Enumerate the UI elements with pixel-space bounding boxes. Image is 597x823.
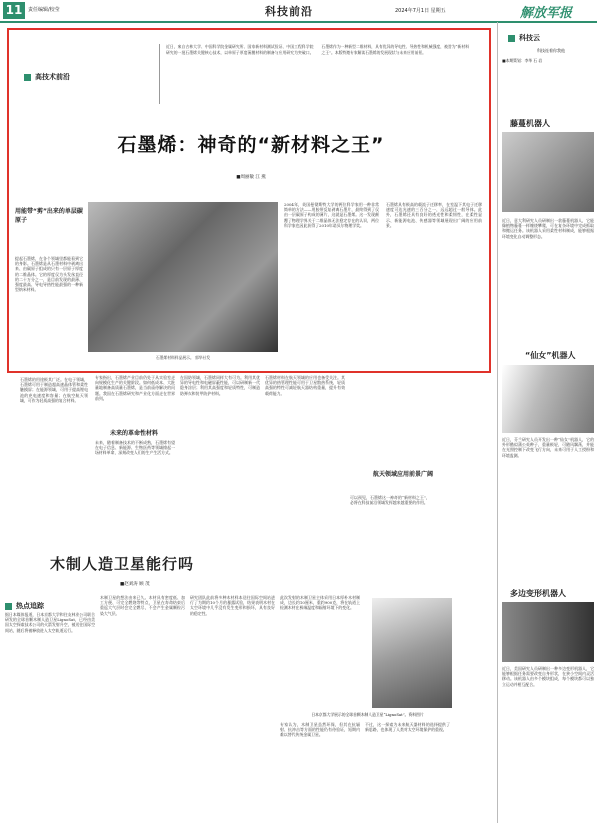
lower-column-4: 石墨烯材料在航天领域的应用也备受关注。其优异的热管理性能可用于卫星散热系统，轻质高强的特性可减轻航天器结构重量，提升有效载荷能力。 [265,375,345,396]
sidebar-heading-fairy-robot: “仙女”机器人 [525,351,576,360]
article-byline: ■周丽敏 江 燕 [236,175,266,180]
bottom-article-title: 木制人造卫星能行吗 [50,555,195,573]
bottom-column-3: 研究团队此前将多种木材样本送往国际空间站进行了为期约10个月的暴露试验，结果表明木材在太空环境中几乎没有发生变形和损坏，具有良好的稳定性。 [190,595,275,616]
bottom-column-2: 木制卫星的想法由来已久。木材具有密度低、加工方便、可完全燃烧等特点，卫星在寿命结束后重返大气层时会完全燃尽，不会产生金属颗粒污染大气层。 [100,595,185,616]
lower-column-2b: 未来，随着制备技术的不断成熟，石墨烯有望在电子信息、新能源、生物医药等领域掀起一场材料革命，深刻改变人们的生产生活方式。 [95,440,175,456]
newspaper-logo: 解放军报 [520,6,573,21]
bottom-article-byline: ■赵刘涛 顾 茂 [120,582,150,587]
editor-note: 近日，來自吉林大学、中国科学院金属研究所、国家新材料测试验证、中国工程科学院研究的一批石墨烯关键核心技术，以单原子厚度薄膜材料的制备与应用研究为突破口。石墨烯作为一种新型二维材料，具有优异的导电性、导热性和机械强度，被誉为“新材料之王”。本版特邀专家解读石墨烯的发展现状与未来应用前景。 [159,44,469,104]
graphene-photo [88,202,278,352]
article-subheading: 用能带“剪”出来的单层碳原子 [15,208,83,224]
sidebar-heading-vine-robot: 藤蔓机器人 [510,119,550,128]
article-title: 石墨烯：神奇的“新材料之王” [117,134,385,156]
sidebar-text-1: 近日，意大利研究人员研制出一款藤蔓机器人，它能像植物藤蔓一样缠绕攀爬，可在复杂环境中完成抓取和搬运任务。该机器人采用柔性材料制成，能够根据环境变化自动调整形态。 [502,218,594,239]
satellite-caption: 日本京都大学展示的全球首颗木制人造卫星“LignoSat”。资料图片 [311,712,424,717]
shape-robot-photo [502,602,594,662]
article-column-2: 2004年，英国曼彻斯特大学的两位科学家用一种非常简单的方法——用胶带反复剥离石墨片，最终得到了仅由一层碳原子构成的薄片，这就是石墨烯。这一发现颠覆了物理学界关于二维晶体无法稳定存在的认识，两位科学家也因此获得了2010年诺贝尔物理学奖。 [284,202,379,228]
section-title: 科技前沿 [265,5,313,18]
page-number: 11 [3,2,25,19]
tag-square-icon [5,603,12,610]
article-column-1: 提起石墨烯，在各个领域里都能看到它的身影。石墨烯是从石墨材料中剥离出来、由碳原子组成的只有一层原子厚度的二维晶体。它的厚度仅为头发丝直径的二十万分之一，是目前发现的最薄、强度最高、导电导热性能最强的一种新型纳米材料。 [15,256,83,293]
lower-column-2a: 专家指出，石墨烯产业目前仍处于从实验室走向规模化生产的关键阶段。如何低成本、大批量地制备高质量石墨烯，是当前亟待解决的问题。我国在石墨烯研究和产业化方面走在世界前列。 [95,375,175,401]
lower-column-3: 在国防领域，石墨烯同样大有可为。利用其优异的导电性和电磁屏蔽性能，可以研制新一代隐身涂层；利用其高强度和轻质特性，可制造防弹衣和装甲防护材料。 [180,375,260,396]
sidebar-note: 科技连着你我他 [537,48,565,53]
hot-topic-tag: 热点追踪 [5,601,44,611]
vine-robot-photo [502,132,594,212]
sidebar-editor: ■本期策划：李华 石 岩 [502,58,543,63]
bottom-column-1: 据日本媒体报道，日本京都大学和住友林业公司联合研发的全球首颗木制人造卫星LignoSat，已经由美国太空探索技术公司的火箭发射升空，被送往国际空间站，随后将被释放进入太空轨道运行。 [5,612,95,633]
tag-square-icon [24,74,31,81]
bottom-column-5: 专家认为，木制卫星虽然环保，但其在抗辐射、抗冲击等方面的性能仍有待验证，短期内难以替代传统金属卫星。 [280,722,360,738]
issue-date: 2024年7月1日 星期五 [395,8,446,14]
sidebar-text-2: 近日，芬兰研究人员开发出一种“仙女”机器人，它的外形酷似蒲公英种子，重量极轻，可随风飘荡，并能在光照控制下改变飞行方向，未来可用于人工授粉和环境监测。 [502,437,594,458]
tag-square-icon [508,35,515,42]
lower-column-5: 可以预见，石墨烯这一神奇的“新材料之王”，必将在科技前沿领域发挥越来越重要的作用。 [350,495,430,506]
bottom-column-6: 不过，这一探索为未来航天器材料的选择提供了新思路，也体现了人类对太空环境保护的重视。 [365,722,450,733]
section-editor: 责任编辑/校莹 [28,7,60,13]
sidebar-heading-shape-robot: 多边变形机器人 [510,589,566,598]
feature-tag: 高技术前沿 [24,72,70,82]
bottom-column-4: 此次发射的木制卫星主体采用日本厚朴木材制成，边长约10厘米，重约900克，将在轨道上检测木材在极端温度和辐射环境下的变化。 [280,595,360,611]
sidebar-text-3: 近日，美国研究人员研制出一种多边变形机器人，它能够根据任务需要改变自身形状，在狭小空间内灵活移动。该机器人由多个模块组成，每个模块都可以独立运动并相互配合。 [502,666,594,687]
subheading-revolution: 未来的革命性材料 [110,430,159,437]
page-header [0,0,597,22]
feature-article-highlight[interactable] [7,28,491,373]
satellite-photo [372,598,452,708]
subheading-aerospace: 航天领域应用前景广阔 [373,471,434,478]
fairy-robot-photo [502,365,594,433]
lower-column-1: 石墨烯的用途极其广泛。在电子领域，石墨烯可用于制造超高速晶体管和柔性触摸屏；在能源领域，可用于提高锂电池的充电速度和容量；在航空航天领域，可作为轻质高强的复合材料。 [20,377,88,403]
photo-caption: 石墨烯材料样品展示。 郭华社发 [155,355,211,360]
sidebar-tag: 科技云 [508,33,540,43]
article-column-3: 石墨烯具有极高的载流子迁移率，在室温下其电子迁移速度可达光速的三百分之一，远远超过一般导体。此外，石墨烯还具有良好的透光性和柔韧性，在柔性显示、新能源电池、传感器等领域展现出广阔的应用前景。 [386,202,482,228]
